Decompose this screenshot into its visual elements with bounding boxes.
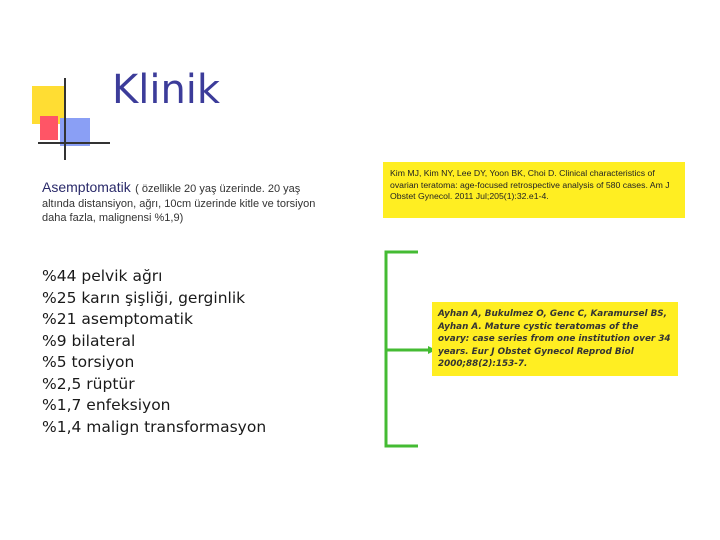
stat-item: %2,5 rüptür	[42, 374, 135, 393]
slide-logo	[0, 0, 100, 160]
slide-title: Klinik	[112, 67, 221, 113]
logo-red-square	[40, 116, 58, 140]
stat-item: %25 karın şişliği, gerginlik	[42, 288, 246, 307]
logo-horizontal-line	[38, 142, 110, 144]
stat-item: %1,4 malign transformasyon	[42, 417, 267, 436]
green-bracket	[370, 250, 440, 450]
stat-item: %9 bilateral	[42, 331, 136, 350]
intro-lead: Asemptomatik	[42, 179, 131, 195]
stats-list	[42, 266, 266, 438]
reference-ayhan-2000: Ayhan A, Bukulmez O, Genc C, Karamursel BS, Ayhan A. Mature cystic teratomas of the ovary: case series from one institution over 34 years. Eur J Obstet Gynecol Reprod Biol 2000;88(2):153-7.	[432, 302, 678, 376]
logo-vertical-line	[64, 78, 66, 160]
intro-note: ( özellikle 20 yaş üzerinde. 20 yaş	[135, 183, 301, 195]
intro-line-2: altında distansiyon, ağrı, 10cm üzerinde kitle ve torsiyon	[42, 198, 316, 210]
intro-line-3: daha fazla, malignensi %1,9)	[42, 211, 184, 224]
intro-text	[42, 178, 362, 226]
stat-item: %44 pelvik ağrı	[42, 267, 163, 285]
reference-kim-2011: Kim MJ, Kim NY, Lee DY, Yoon BK, Choi D. Clinical characteristics of ovarian teratoma: age-focused retrospective analysis of 580 cases. Am J Obstet Gynecol. 2011 Jul;205(1):32.e1-4.	[383, 162, 685, 218]
stat-item: %1,7 enfeksiyon	[42, 396, 171, 414]
stat-item: %5 torsiyon	[42, 353, 135, 371]
stat-item: %21 asemptomatik	[42, 310, 193, 328]
